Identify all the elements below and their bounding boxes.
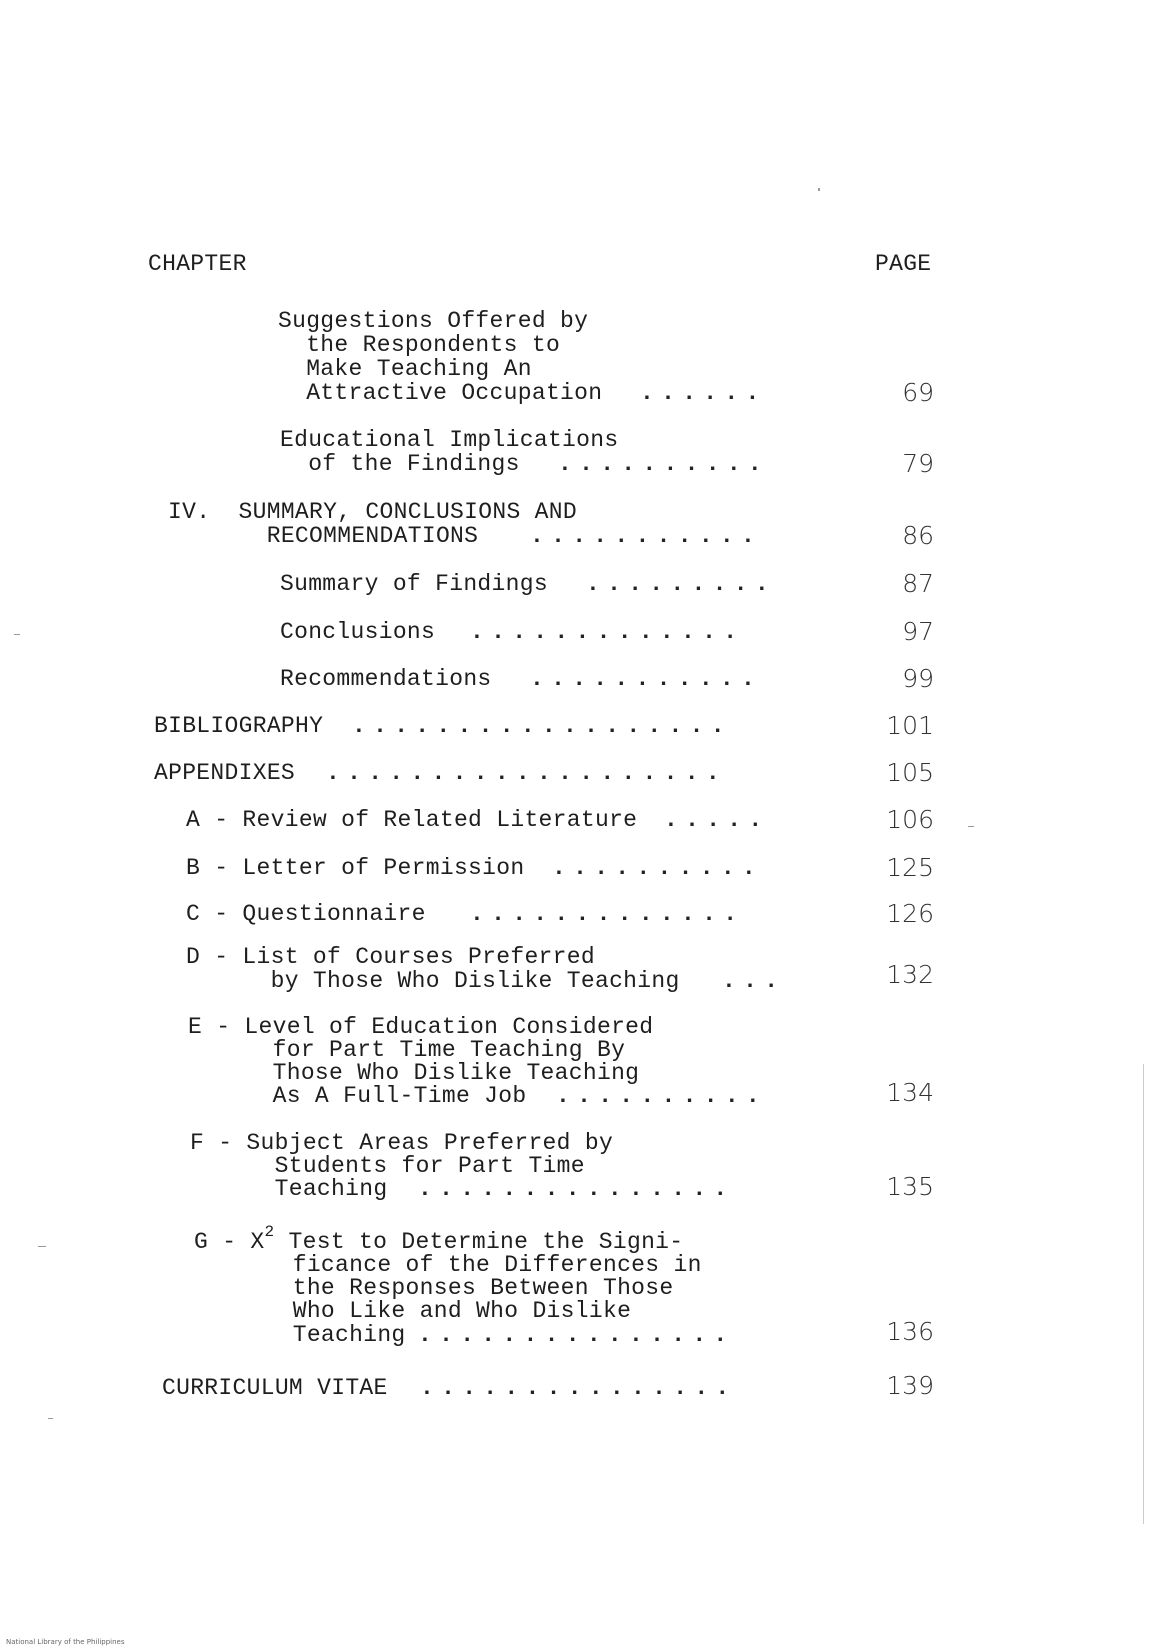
dot-leader: .......... (556, 1083, 768, 1109)
page-number: 105 (886, 758, 934, 787)
superscript: 2 (264, 1223, 275, 1242)
dot-leader: ................... (326, 760, 727, 786)
page-number: 135 (886, 1172, 934, 1201)
entry-line: Conclusions (280, 619, 436, 645)
entry-line: ficance of the Differences in (194, 1252, 702, 1278)
dot-leader: ........... (530, 523, 763, 549)
page-number: 125 (886, 853, 934, 882)
dot-leader: ............. (470, 619, 745, 645)
page-number: 79 (902, 449, 934, 478)
entry-line: the Respondents to (278, 332, 561, 358)
dot-leader: .......... (552, 855, 764, 881)
entry-line: BIBLIOGRAPHY (154, 713, 324, 739)
dot-leader: .................. (352, 713, 732, 739)
entry-line: D - List of Courses Preferred (186, 944, 595, 970)
entry-line: Make Teaching An (278, 356, 532, 382)
page-number: 97 (902, 617, 934, 646)
entry-line: CURRICULUM VITAE (162, 1375, 388, 1401)
dot-leader: ............... (420, 1375, 737, 1401)
dot-leader: ..... (664, 807, 770, 833)
entry-line: Recommendations (280, 666, 492, 692)
scan-speck (968, 826, 974, 827)
entry-line: by Those Who Dislike Teaching (186, 968, 680, 994)
page-number: 139 (886, 1371, 934, 1400)
entry-line: G - $X^2$ Test to Determine the Signi- (194, 1223, 684, 1255)
page-number: 101 (886, 711, 934, 740)
entry-line: Summary of Findings (280, 571, 548, 597)
dot-leader: ............... (418, 1176, 735, 1202)
entry-line: of the Findings (280, 451, 520, 477)
dot-leader: .......... (558, 451, 770, 477)
dot-leader: ............... (418, 1322, 735, 1348)
scan-edge-line (1143, 1064, 1144, 1524)
scan-speck (48, 1418, 53, 1419)
dot-leader: ........... (530, 666, 763, 692)
chapter-heading: CHAPTER (148, 251, 247, 277)
entry-line: Those Who Dislike Teaching (188, 1060, 640, 1086)
dot-leader: ............. (470, 901, 745, 927)
page-number: 136 (886, 1317, 934, 1346)
entry-line: Who Like and Who Dislike (194, 1298, 632, 1324)
dot-leader: ......... (586, 571, 776, 597)
page-number: 69 (902, 378, 934, 407)
entry-line: A - Review of Related Literature (186, 807, 638, 833)
entry-line: for Part Time Teaching By (188, 1037, 626, 1063)
scan-speck (14, 634, 20, 635)
entry-line: RECOMMENDATIONS (168, 523, 479, 549)
entry-line: APPENDIXES (154, 760, 296, 786)
entry-line: Educational Implications (280, 427, 619, 453)
page-number: 106 (886, 805, 934, 834)
entry-line: As A Full-Time Job (188, 1083, 527, 1109)
scan-speck (818, 188, 820, 191)
entry-line: Attractive Occupation (278, 380, 603, 406)
entry-line: Teaching (194, 1322, 406, 1348)
page-heading: PAGE (875, 251, 932, 277)
page-number: 86 (902, 521, 934, 550)
dot-leader: ... (722, 968, 786, 994)
page-number: 132 (886, 960, 934, 989)
page-number: 126 (886, 899, 934, 928)
entry-line: IV. SUMMARY, CONCLUSIONS AND (168, 499, 577, 525)
entry-line: the Responses Between Those (194, 1275, 674, 1301)
entry-line: E - Level of Education Considered (188, 1014, 654, 1040)
page-number: 134 (886, 1078, 934, 1107)
footer-watermark: National Library of the Philippines (6, 1638, 125, 1646)
entry-line: F - Subject Areas Preferred by (190, 1130, 614, 1156)
entry-line: B - Letter of Permission (186, 855, 525, 881)
scan-speck (38, 1246, 46, 1247)
entry-line: Students for Part Time (190, 1153, 585, 1179)
page-number: 99 (902, 664, 934, 693)
entry-line: Teaching (190, 1176, 388, 1202)
dot-leader: ...... (640, 380, 767, 406)
entry-line: C - Questionnaire (186, 901, 426, 927)
page-number: 87 (902, 569, 934, 598)
entry-line: Suggestions Offered by (278, 308, 589, 334)
